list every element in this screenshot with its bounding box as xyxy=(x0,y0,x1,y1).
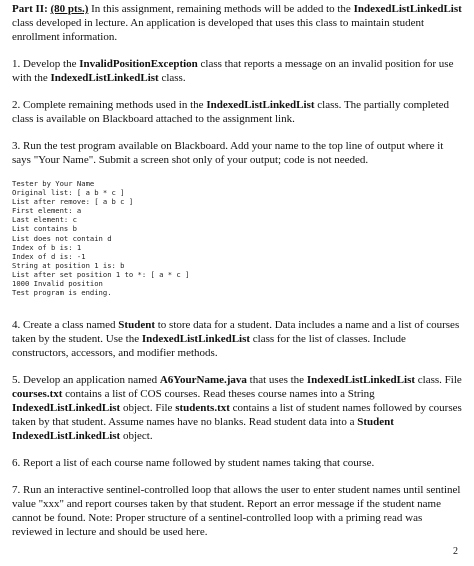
points-label: (80 pts.) xyxy=(50,3,89,15)
intro-class-name: IndexedListLinkedList xyxy=(353,3,462,15)
page-number: 2 xyxy=(453,546,458,557)
test-output-screenshot xyxy=(12,179,462,297)
item-4: 4. Create a class named Student to store data for a student. Data includes a name and a list of courses taken by the student. Use the IndexedListLinkedList class for the list of classes. Include constructors, accessors, and modifier methods. xyxy=(12,319,460,360)
output-line: List after remove: [ a b c ] xyxy=(12,197,134,207)
intro-text-a: In this assignment, remaining methods will be added to the xyxy=(88,3,354,15)
output-line: Last element: c xyxy=(12,215,77,225)
item-2: 2. Complete remaining methods used in the IndexedListLinkedList class. The partially completed class is available on Blackboard attached to the assignment link. xyxy=(12,99,450,125)
output-line: First element: a xyxy=(12,206,82,216)
item-6: 6. Report a list of each course name followed by student names taking that course. xyxy=(12,457,375,470)
output-line: Tester by Your Name xyxy=(12,179,95,188)
intro-text-b: class developed in lecture. An application is developed that uses this class to maintain student enrollment information. xyxy=(12,17,425,43)
output-line: Original list: [ a b * c ] xyxy=(12,188,125,198)
item-5: 5. Develop an application named A6YourName.java that uses the IndexedListLinkedList class. File courses.txt contains a list of COS courses. Read theses course names into a String IndexedListLinkedList object. File students.txt contains a list of student names followed by courses taken by that student. Assume names have no blanks. Read student data into a Student IndexedListLinkedList object. xyxy=(12,374,462,443)
item-1: 1. Develop the InvalidPositionException class that reports a message on an invalid position for use with the IndexedListLinkedList class. xyxy=(12,58,454,84)
part-label: Part II: xyxy=(12,3,48,15)
output-line: List contains b xyxy=(12,224,77,234)
output-line: 1000 Invalid position xyxy=(12,279,103,289)
item-7: 7. Run an interactive sentinel-controlled loop that allows the user to enter student names until sentinel value "xxx" and report courses taken by that student. Report an error message if the student name cannot be found. Note: Proper structure of a sentinel-controlled loop with a priming read was reviewed in lecture and should be used here. xyxy=(12,484,461,539)
output-line: Index of b is: 1 xyxy=(12,242,82,252)
item-3: 3. Run the test program available on Blackboard. Add your name to the top line of output where it says "Your Name". Submit a screen shot only of your output; code is not needed. xyxy=(12,140,444,166)
assignment-intro xyxy=(12,2,462,44)
output-line: Test program is ending. xyxy=(12,288,112,298)
output-line: Index of d is: -1 xyxy=(12,251,86,261)
output-line: List does not contain d xyxy=(12,233,112,243)
output-line: List after set position 1 to *: [ a * c ] xyxy=(12,269,190,279)
output-line: String at position 1 is: b xyxy=(12,260,125,270)
